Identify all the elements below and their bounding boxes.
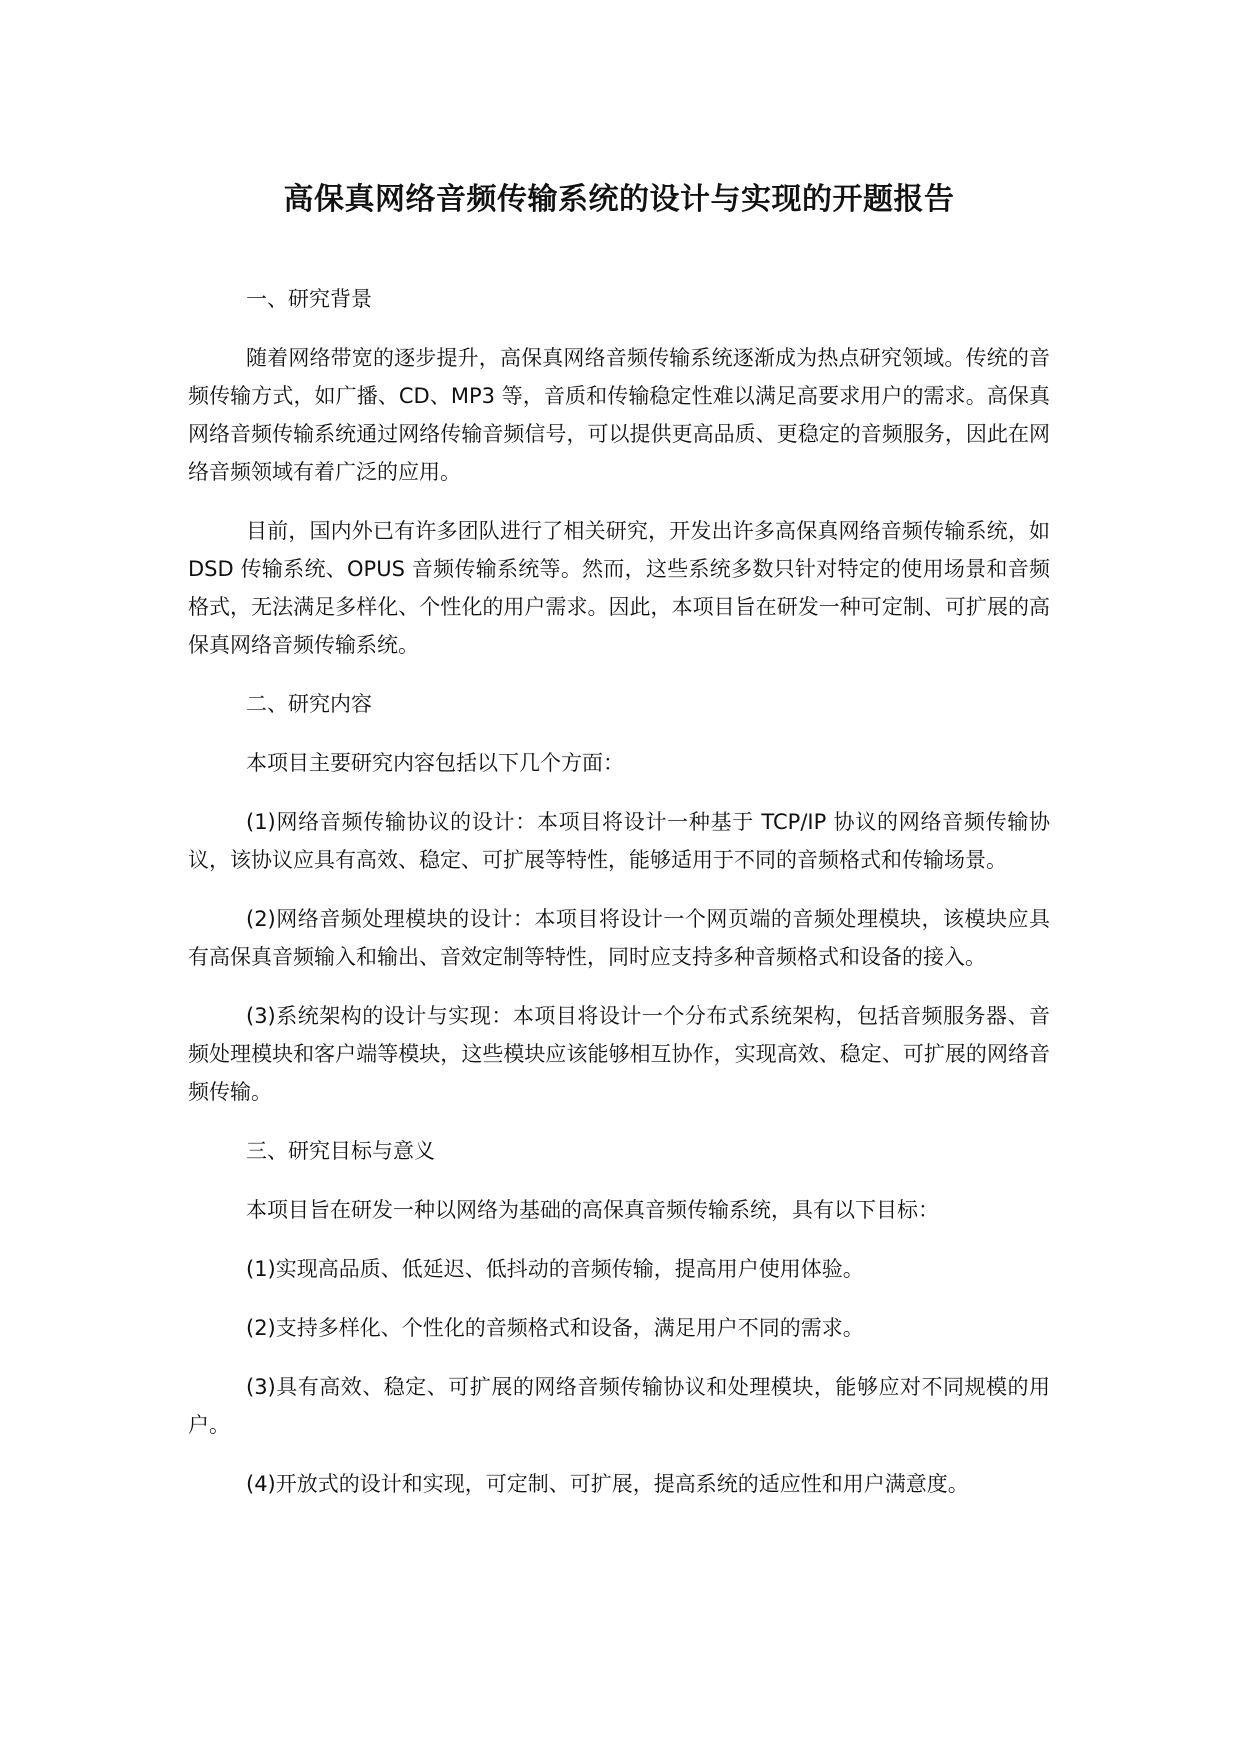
section-heading-goals: 三、研究目标与意义 <box>246 1139 435 1163</box>
list-item-goals-4: (4)开放式的设计和实现，可定制、可扩展，提高系统的适应性和用户满意度。 <box>246 1472 969 1496</box>
section-heading-content: 二、研究内容 <box>246 692 372 716</box>
paragraph-background-1: 随着网络带宽的逐步提升，高保真网络音频传输系统逐渐成为热点研究领域。传统的音频传输方式，如广播、CD、MP3 等，音质和传输稳定性难以满足高要求用户的需求。高保真网络音频传输系统通过网络传输音频信号，可以提供更高品质、更稳定的音频服务，因此在网络音频领域有着广泛的应用。 <box>188 346 1050 484</box>
list-item-content-1: (1)网络音频传输协议的设计：本项目将设计一种基于 TCP/IP 协议的网络音频传输协议，该协议应具有高效、稳定、可扩展等特性，能够适用于不同的音频格式和传输场景。 <box>188 810 1050 872</box>
paragraph-background-2: 目前，国内外已有许多团队进行了相关研究，开发出许多高保真网络音频传输系统，如 DSD 传输系统、OPUS 音频传输系统等。然而，这些系统多数只针对特定的使用场景和音频格式，无法满足多样化、个性化的用户需求。因此，本项目旨在研发一种可定制、可扩展的高保真网络音频传输系统。 <box>188 519 1050 657</box>
document-title: 高保真网络音频传输系统的设计与实现的开题报告 <box>283 182 955 217</box>
section-heading-background: 一、研究背景 <box>246 287 372 311</box>
list-item-content-2: (2)网络音频处理模块的设计：本项目将设计一个网页端的音频处理模块，该模块应具有高保真音频输入和输出、音效定制等特性，同时应支持多种音频格式和设备的接入。 <box>188 907 1050 969</box>
document-body <box>188 280 1050 1524</box>
paragraph-goals-intro: 本项目旨在研发一种以网络为基础的高保真音频传输系统，具有以下目标： <box>246 1198 939 1222</box>
list-item-goals-3: (3)具有高效、稳定、可扩展的网络音频传输协议和处理模块，能够应对不同规模的用户。 <box>188 1375 1050 1437</box>
list-item-content-3: (3)系统架构的设计与实现：本项目将设计一个分布式系统架构，包括音频服务器、音频处理模块和客户端等模块，这些模块应该能够相互协作，实现高效、稳定、可扩展的网络音频传输。 <box>188 1004 1050 1104</box>
paragraph-content-intro: 本项目主要研究内容包括以下几个方面： <box>246 751 624 775</box>
list-item-goals-2: (2)支持多样化、个性化的音频格式和设备，满足用户不同的需求。 <box>246 1316 864 1340</box>
list-item-goals-1: (1)实现高品质、低延迟、低抖动的音频传输，提高用户使用体验。 <box>246 1257 864 1281</box>
